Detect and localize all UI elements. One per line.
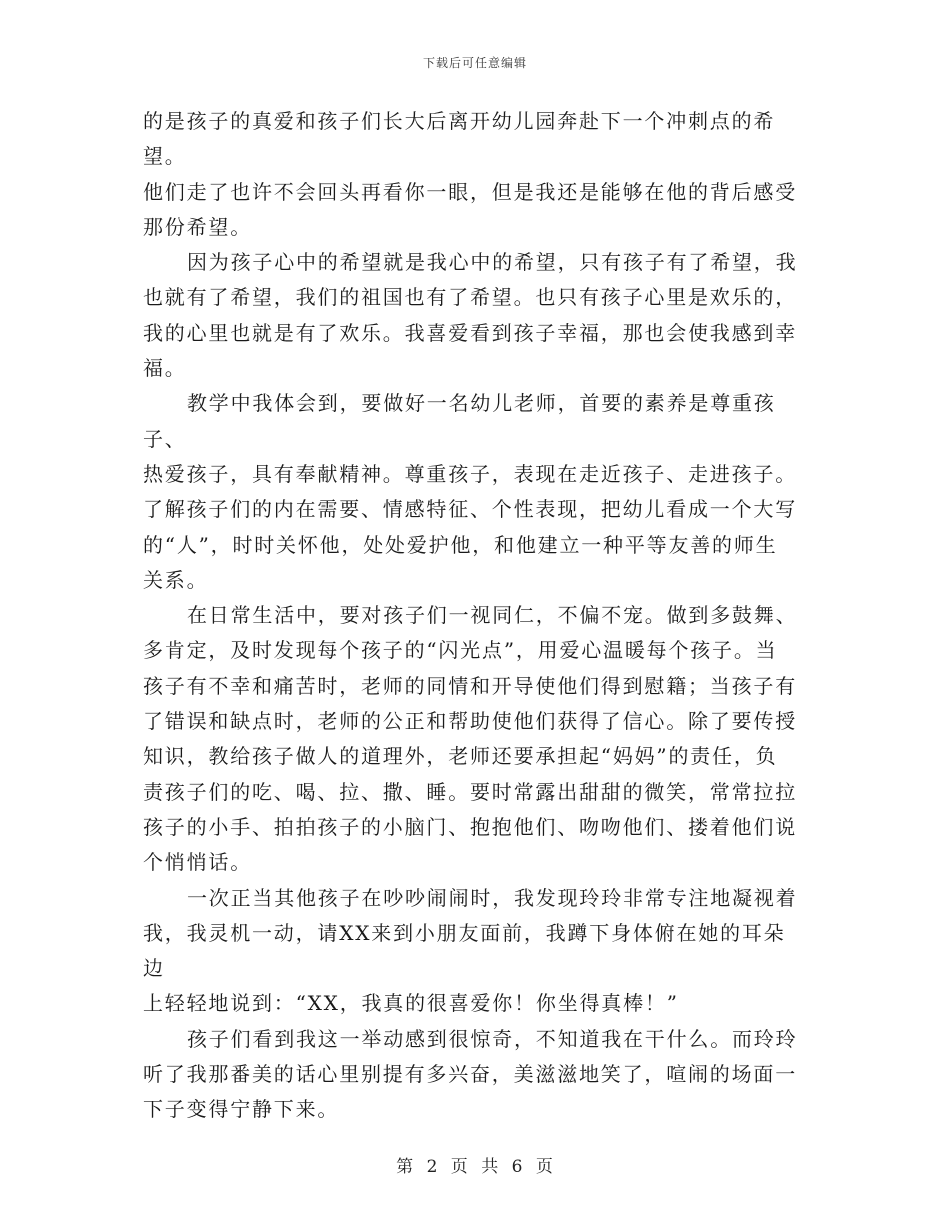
text-line: 也就有了希望，我们的祖国也有了希望。也只有孩子心里是欢乐的， xyxy=(143,285,797,310)
text-line: 孩子有不幸和痛苦时，老师的同情和开导使他们得到慰籍；当孩子有 xyxy=(143,673,797,698)
text-line: 个悄悄话。 xyxy=(143,850,252,875)
text-line: 责孩子们的吃、喝、拉、撒、睡。要时常露出甜甜的微笑，常常拉拉 xyxy=(143,779,797,804)
text-line: 他们走了也许不会回头再看你一眼，但是我还是能够在他的背后感受 xyxy=(143,179,797,204)
text-line: 了解孩子们的内在需要、情感特征、个性表现，把幼儿看成一个大写 xyxy=(143,497,797,522)
text-line: 我的心里也就是有了欢乐。我喜爱看到孩子幸福，那也会使我感到幸 xyxy=(143,320,797,345)
text-line: 一次正当其他孩子在吵吵闹闹时，我发现玲玲非常专注地凝视着 xyxy=(187,885,798,910)
paragraph xyxy=(143,598,807,880)
text-line: 那份希望。 xyxy=(143,214,252,239)
paragraph xyxy=(143,1022,807,1128)
paragraph xyxy=(143,104,807,245)
text-line: 在日常生活中，要对孩子们一视同仁，不偏不宠。做到多鼓舞、 xyxy=(187,603,798,628)
text-line: 福。 xyxy=(143,356,187,381)
paragraph xyxy=(143,245,807,386)
text-line: 孩子们看到我这一举动感到很惊奇，不知道我在干什么。而玲玲 xyxy=(187,1026,798,1051)
page-header-note: 下载后可任意编辑 xyxy=(422,56,527,70)
text-line: 因为孩子心中的希望就是我心中的希望，只有孩子有了希望，我 xyxy=(187,250,798,275)
text-line: 听了我那番美的话心里别提有多兴奋，美滋滋地笑了，喧闹的场面一 xyxy=(143,1062,797,1087)
document-body xyxy=(143,104,807,1128)
text-line: 教学中我体会到，要做好一名幼儿老师，首要的素养是尊重孩子、 xyxy=(143,391,776,451)
text-line: 下子变得宁静下来。 xyxy=(143,1097,340,1122)
text-line: 了错误和缺点时，老师的公正和帮助使他们获得了信心。除了要传授 xyxy=(143,709,797,734)
text-line: 上轻轻地说到：“XX，我真的很喜爱你！你坐得真棒！” xyxy=(143,991,679,1016)
text-line: 的是孩子的真爱和孩子们长大后离开幼儿园奔赴下一个冲刺点的希望。 xyxy=(143,109,776,169)
page-number: 第 2 页 共 6 页 xyxy=(396,1157,554,1177)
paragraph xyxy=(143,386,807,598)
text-line: 的“人”，时时关怀他，处处爱护他，和他建立一种平等友善的师生 xyxy=(143,532,778,557)
text-line: 我，我灵机一动，请XX来到小朋友面前，我蹲下身体俯在她的耳朵边 xyxy=(143,920,786,981)
text-line: 孩子的小手、拍拍孩子的小脑门、抱抱他们、吻吻他们、搂着他们说 xyxy=(143,814,797,839)
text-line: 多肯定，及时发现每个孩子的“闪光点”，用爱心温暖每个孩子。当 xyxy=(143,638,778,663)
text-line: 关系。 xyxy=(143,567,209,592)
text-line: 知识，教给孩子做人的道理外，老师还要承担起“妈妈”的责任，负 xyxy=(143,744,778,769)
text-line: 热爱孩子，具有奉献精神。尊重孩子，表现在走近孩子、走进孩子。 xyxy=(143,461,797,486)
paragraph xyxy=(143,881,807,1022)
